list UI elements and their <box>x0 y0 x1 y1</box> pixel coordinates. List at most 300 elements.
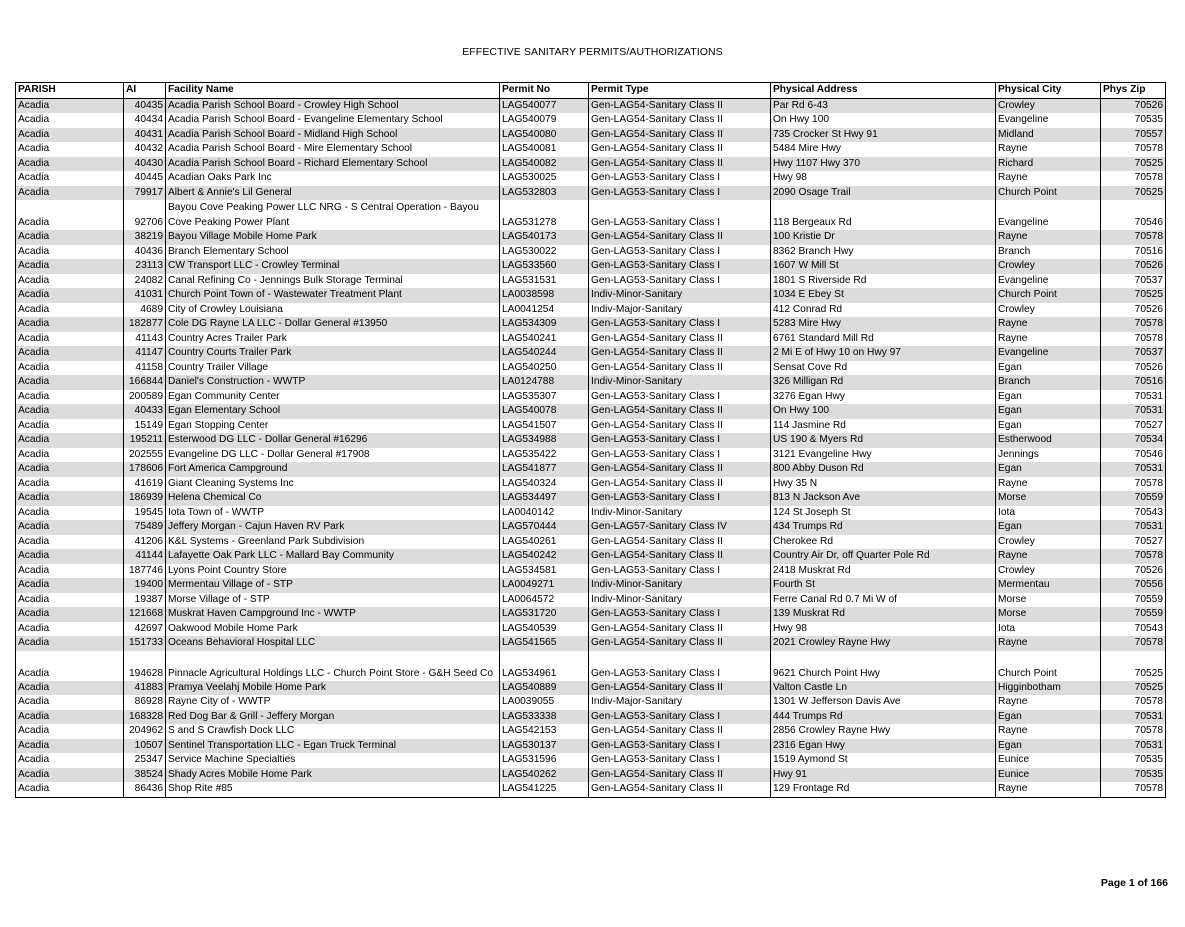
table-row <box>16 98 1166 113</box>
table-row <box>16 782 1166 797</box>
physical-city-cell: Mermentau <box>996 578 1101 593</box>
physical-address-cell: 8362 Branch Hwy <box>771 245 996 260</box>
column-header-ai: AI <box>124 83 166 99</box>
physical-address-cell: 1034 E Ebey St <box>771 288 996 303</box>
physical-address-cell: 5484 Mire Hwy <box>771 142 996 157</box>
physical-city-cell: Egan <box>996 710 1101 725</box>
permit-no-cell: LAG534309 <box>500 317 589 332</box>
physical-city-cell: Egan <box>996 404 1101 419</box>
column-header-phys-zip: Phys Zip <box>1101 83 1166 99</box>
physical-city-cell: Branch <box>996 245 1101 260</box>
permit-type-cell: Gen-LAG54-Sanitary Class II <box>589 462 771 477</box>
permit-no-cell: LAG530137 <box>500 739 589 754</box>
permit-no-cell: LAG540173 <box>500 230 589 245</box>
permit-type-cell: Gen-LAG53-Sanitary Class I <box>589 274 771 289</box>
phys-zip-cell: 70578 <box>1101 549 1166 564</box>
physical-address-cell: 444 Trumps Rd <box>771 710 996 725</box>
permit-no-cell: LAG541877 <box>500 462 589 477</box>
phys-zip-cell: 70531 <box>1101 462 1166 477</box>
physical-city-cell: Rayne <box>996 782 1101 797</box>
facility-name-cell: Country Trailer Village <box>166 361 500 376</box>
physical-address-cell: Sensat Cove Rd <box>771 361 996 376</box>
ai-cell: 41206 <box>124 535 166 550</box>
phys-zip-cell: 70578 <box>1101 477 1166 492</box>
table-row <box>16 404 1166 419</box>
facility-name-cell: City of Crowley Louisiana <box>166 303 500 318</box>
table-row <box>16 768 1166 783</box>
permit-no-cell: LAG540244 <box>500 346 589 361</box>
phys-zip-cell: 70531 <box>1101 520 1166 535</box>
parish-cell: Acadia <box>16 695 124 710</box>
parish-cell: Acadia <box>16 230 124 245</box>
table-row <box>16 535 1166 550</box>
facility-name-cell: Country Courts Trailer Park <box>166 346 500 361</box>
table-header-row <box>16 83 1166 99</box>
permit-type-cell: Gen-LAG54-Sanitary Class II <box>589 142 771 157</box>
permit-no-cell: LA0124788 <box>500 375 589 390</box>
facility-name-cell: Oakwood Mobile Home Park <box>166 622 500 637</box>
permit-type-cell: Gen-LAG53-Sanitary Class I <box>589 245 771 260</box>
parish-cell: Acadia <box>16 564 124 579</box>
physical-address-cell: 2021 Crowley Rayne Hwy <box>771 636 996 651</box>
page-number: Page 1 of 166 <box>1100 877 1168 889</box>
phys-zip-cell: 70534 <box>1101 433 1166 448</box>
permit-no-cell: LAG533338 <box>500 710 589 725</box>
table-row <box>16 245 1166 260</box>
ai-cell: 19400 <box>124 578 166 593</box>
physical-city-cell: Egan <box>996 419 1101 434</box>
parish-cell: Acadia <box>16 506 124 521</box>
permit-no-cell: LA0039055 <box>500 695 589 710</box>
table-row <box>16 681 1166 696</box>
permit-no-cell: LAG534988 <box>500 433 589 448</box>
permit-type-cell: Gen-LAG53-Sanitary Class I <box>589 390 771 405</box>
physical-city-cell: Higginbotham <box>996 681 1101 696</box>
physical-city-cell: Estherwood <box>996 433 1101 448</box>
permit-type-cell: Gen-LAG54-Sanitary Class II <box>589 230 771 245</box>
phys-zip-cell: 70535 <box>1101 768 1166 783</box>
physical-address-cell: 2 Mi E of Hwy 10 on Hwy 97 <box>771 346 996 361</box>
physical-city-cell: Rayne <box>996 230 1101 245</box>
phys-zip-cell: 70578 <box>1101 230 1166 245</box>
table-row <box>16 361 1166 376</box>
parish-cell: Acadia <box>16 171 124 186</box>
column-header-physical-address: Physical Address <box>771 83 996 99</box>
physical-address-cell: Valton Castle Ln <box>771 681 996 696</box>
permit-type-cell: Gen-LAG53-Sanitary Class I <box>589 171 771 186</box>
ai-cell: 38219 <box>124 230 166 245</box>
permit-type-cell: Indiv-Minor-Sanitary <box>589 578 771 593</box>
permit-type-cell: Gen-LAG54-Sanitary Class II <box>589 419 771 434</box>
physical-address-cell: 129 Frontage Rd <box>771 782 996 797</box>
permit-type-cell: Gen-LAG53-Sanitary Class I <box>589 491 771 506</box>
permit-type-cell: Gen-LAG54-Sanitary Class II <box>589 768 771 783</box>
physical-city-cell: Rayne <box>996 477 1101 492</box>
parish-cell: Acadia <box>16 739 124 754</box>
table-row <box>16 375 1166 390</box>
ai-cell: 178606 <box>124 462 166 477</box>
table-row <box>16 462 1166 477</box>
ai-cell: 42697 <box>124 622 166 637</box>
ai-cell: 40431 <box>124 128 166 143</box>
permit-no-cell: LAG570444 <box>500 520 589 535</box>
permit-no-cell: LAG540539 <box>500 622 589 637</box>
physical-city-cell: Egan <box>996 361 1101 376</box>
ai-cell: 40432 <box>124 142 166 157</box>
parish-cell: Acadia <box>16 651 124 681</box>
physical-city-cell: Church Point <box>996 651 1101 681</box>
facility-name-cell: Service Machine Specialties <box>166 753 500 768</box>
physical-address-cell: 2856 Crowley Rayne Hwy <box>771 724 996 739</box>
phys-zip-cell: 70543 <box>1101 622 1166 637</box>
ai-cell: 79917 <box>124 186 166 201</box>
permit-type-cell: Gen-LAG53-Sanitary Class I <box>589 710 771 725</box>
permit-type-cell: Indiv-Major-Sanitary <box>589 303 771 318</box>
table-row <box>16 520 1166 535</box>
facility-name-cell: Acadia Parish School Board - Mire Elementary School <box>166 142 500 157</box>
phys-zip-cell: 70531 <box>1101 404 1166 419</box>
permit-type-cell: Gen-LAG53-Sanitary Class I <box>589 651 771 681</box>
permit-no-cell: LA0064572 <box>500 593 589 608</box>
ai-cell: 41143 <box>124 332 166 347</box>
parish-cell: Acadia <box>16 142 124 157</box>
facility-name-cell: Daniel's Construction - WWTP <box>166 375 500 390</box>
permit-no-cell: LAG540242 <box>500 549 589 564</box>
table-row <box>16 477 1166 492</box>
table-row <box>16 651 1166 681</box>
physical-address-cell: 118 Bergeaux Rd <box>771 200 996 230</box>
table-row <box>16 157 1166 172</box>
permit-type-cell: Gen-LAG54-Sanitary Class II <box>589 724 771 739</box>
phys-zip-cell: 70527 <box>1101 535 1166 550</box>
ai-cell: 4689 <box>124 303 166 318</box>
ai-cell: 40433 <box>124 404 166 419</box>
physical-address-cell: 114 Jasmine Rd <box>771 419 996 434</box>
phys-zip-cell: 70531 <box>1101 739 1166 754</box>
physical-city-cell: Jennings <box>996 448 1101 463</box>
parish-cell: Acadia <box>16 477 124 492</box>
phys-zip-cell: 70525 <box>1101 651 1166 681</box>
physical-address-cell: 1519 Aymond St <box>771 753 996 768</box>
table-row <box>16 128 1166 143</box>
permits-table <box>15 82 1166 798</box>
facility-name-cell: Shady Acres Mobile Home Park <box>166 768 500 783</box>
table-row <box>16 564 1166 579</box>
physical-address-cell: Fourth St <box>771 578 996 593</box>
physical-city-cell: Midland <box>996 128 1101 143</box>
table-row <box>16 303 1166 318</box>
physical-city-cell: Eunice <box>996 768 1101 783</box>
table-row <box>16 506 1166 521</box>
facility-name-cell: Bayou Cove Peaking Power LLC NRG - S Central Operation - Bayou Cove Peaking Power Plant <box>166 200 500 230</box>
parish-cell: Acadia <box>16 317 124 332</box>
phys-zip-cell: 70526 <box>1101 303 1166 318</box>
permit-no-cell: LAG540082 <box>500 157 589 172</box>
permit-type-cell: Gen-LAG54-Sanitary Class II <box>589 157 771 172</box>
physical-city-cell: Rayne <box>996 636 1101 651</box>
permit-no-cell: LAG540261 <box>500 535 589 550</box>
physical-address-cell: 6761 Standard Mill Rd <box>771 332 996 347</box>
physical-city-cell: Morse <box>996 491 1101 506</box>
ai-cell: 86928 <box>124 695 166 710</box>
ai-cell: 202555 <box>124 448 166 463</box>
parish-cell: Acadia <box>16 346 124 361</box>
permit-no-cell: LAG531531 <box>500 274 589 289</box>
permit-type-cell: Gen-LAG54-Sanitary Class II <box>589 782 771 797</box>
ai-cell: 40434 <box>124 113 166 128</box>
facility-name-cell: Morse Village of - STP <box>166 593 500 608</box>
permit-no-cell: LAG530022 <box>500 245 589 260</box>
physical-city-cell: Church Point <box>996 186 1101 201</box>
parish-cell: Acadia <box>16 390 124 405</box>
permit-type-cell: Gen-LAG53-Sanitary Class I <box>589 739 771 754</box>
column-header-parish: PARISH <box>16 83 124 99</box>
table-row <box>16 186 1166 201</box>
ai-cell: 40435 <box>124 98 166 113</box>
permit-type-cell: Indiv-Minor-Sanitary <box>589 375 771 390</box>
table-row <box>16 433 1166 448</box>
physical-address-cell: US 190 & Myers Rd <box>771 433 996 448</box>
ai-cell: 38524 <box>124 768 166 783</box>
physical-city-cell: Egan <box>996 390 1101 405</box>
facility-name-cell: Red Dog Bar & Grill - Jeffery Morgan <box>166 710 500 725</box>
permit-type-cell: Gen-LAG54-Sanitary Class II <box>589 346 771 361</box>
parish-cell: Acadia <box>16 186 124 201</box>
permit-type-cell: Gen-LAG53-Sanitary Class I <box>589 433 771 448</box>
ai-cell: 92706 <box>124 200 166 230</box>
ai-cell: 200589 <box>124 390 166 405</box>
facility-name-cell: Albert & Annie's Lil General <box>166 186 500 201</box>
facility-name-cell: Egan Stopping Center <box>166 419 500 434</box>
permit-no-cell: LAG531720 <box>500 607 589 622</box>
physical-city-cell: Rayne <box>996 724 1101 739</box>
phys-zip-cell: 70556 <box>1101 578 1166 593</box>
permit-no-cell: LAG540081 <box>500 142 589 157</box>
ai-cell: 15149 <box>124 419 166 434</box>
permit-no-cell: LAG540080 <box>500 128 589 143</box>
physical-city-cell: Egan <box>996 739 1101 754</box>
facility-name-cell: Muskrat Haven Campground Inc - WWTP <box>166 607 500 622</box>
facility-name-cell: Acadia Parish School Board - Midland High School <box>166 128 500 143</box>
ai-cell: 195211 <box>124 433 166 448</box>
ai-cell: 194628 <box>124 651 166 681</box>
facility-name-cell: Jeffery Morgan - Cajun Haven RV Park <box>166 520 500 535</box>
parish-cell: Acadia <box>16 768 124 783</box>
phys-zip-cell: 70578 <box>1101 695 1166 710</box>
facility-name-cell: K&L Systems - Greenland Park Subdivision <box>166 535 500 550</box>
parish-cell: Acadia <box>16 361 124 376</box>
facility-name-cell: Branch Elementary School <box>166 245 500 260</box>
physical-city-cell: Rayne <box>996 171 1101 186</box>
permit-type-cell: Gen-LAG54-Sanitary Class II <box>589 681 771 696</box>
permit-type-cell: Gen-LAG54-Sanitary Class II <box>589 361 771 376</box>
facility-name-cell: Cole DG Rayne LA LLC - Dollar General #13950 <box>166 317 500 332</box>
permit-type-cell: Indiv-Minor-Sanitary <box>589 506 771 521</box>
physical-city-cell: Evangeline <box>996 113 1101 128</box>
permit-type-cell: Gen-LAG57-Sanitary Class IV <box>589 520 771 535</box>
permit-type-cell: Gen-LAG54-Sanitary Class II <box>589 535 771 550</box>
physical-city-cell: Rayne <box>996 332 1101 347</box>
phys-zip-cell: 70525 <box>1101 186 1166 201</box>
parish-cell: Acadia <box>16 710 124 725</box>
parish-cell: Acadia <box>16 274 124 289</box>
parish-cell: Acadia <box>16 288 124 303</box>
ai-cell: 41031 <box>124 288 166 303</box>
permit-type-cell: Gen-LAG53-Sanitary Class I <box>589 259 771 274</box>
phys-zip-cell: 70559 <box>1101 607 1166 622</box>
permit-type-cell: Gen-LAG54-Sanitary Class II <box>589 477 771 492</box>
permit-no-cell: LAG541565 <box>500 636 589 651</box>
physical-address-cell: 139 Muskrat Rd <box>771 607 996 622</box>
permit-no-cell: LAG542153 <box>500 724 589 739</box>
physical-city-cell: Church Point <box>996 288 1101 303</box>
phys-zip-cell: 70526 <box>1101 361 1166 376</box>
parish-cell: Acadia <box>16 549 124 564</box>
parish-cell: Acadia <box>16 520 124 535</box>
permit-no-cell: LAG540250 <box>500 361 589 376</box>
phys-zip-cell: 70546 <box>1101 200 1166 230</box>
permit-type-cell: Gen-LAG54-Sanitary Class II <box>589 113 771 128</box>
physical-city-cell: Rayne <box>996 549 1101 564</box>
phys-zip-cell: 70578 <box>1101 636 1166 651</box>
phys-zip-cell: 70537 <box>1101 274 1166 289</box>
phys-zip-cell: 70526 <box>1101 98 1166 113</box>
ai-cell: 40445 <box>124 171 166 186</box>
parish-cell: Acadia <box>16 636 124 651</box>
physical-city-cell: Evangeline <box>996 346 1101 361</box>
parish-cell: Acadia <box>16 681 124 696</box>
phys-zip-cell: 70559 <box>1101 593 1166 608</box>
physical-address-cell: On Hwy 100 <box>771 113 996 128</box>
parish-cell: Acadia <box>16 332 124 347</box>
ai-cell: 19545 <box>124 506 166 521</box>
physical-city-cell: Crowley <box>996 98 1101 113</box>
phys-zip-cell: 70535 <box>1101 753 1166 768</box>
ai-cell: 187746 <box>124 564 166 579</box>
facility-name-cell: Oceans Behavioral Hospital LLC <box>166 636 500 651</box>
parish-cell: Acadia <box>16 259 124 274</box>
permit-no-cell: LAG534961 <box>500 651 589 681</box>
permit-no-cell: LAG540889 <box>500 681 589 696</box>
column-header-permit-type: Permit Type <box>589 83 771 99</box>
parish-cell: Acadia <box>16 491 124 506</box>
ai-cell: 41619 <box>124 477 166 492</box>
table-row <box>16 346 1166 361</box>
permit-no-cell: LAG540077 <box>500 98 589 113</box>
physical-city-cell: Crowley <box>996 303 1101 318</box>
parish-cell: Acadia <box>16 462 124 477</box>
document-title: EFFECTIVE SANITARY PERMITS/AUTHORIZATIONS <box>462 46 723 58</box>
physical-address-cell: 2418 Muskrat Rd <box>771 564 996 579</box>
table-row <box>16 200 1166 230</box>
phys-zip-cell: 70516 <box>1101 375 1166 390</box>
parish-cell: Acadia <box>16 404 124 419</box>
parish-cell: Acadia <box>16 622 124 637</box>
table-row <box>16 549 1166 564</box>
physical-city-cell: Evangeline <box>996 274 1101 289</box>
ai-cell: 151733 <box>124 636 166 651</box>
parish-cell: Acadia <box>16 245 124 260</box>
ai-cell: 75489 <box>124 520 166 535</box>
permit-no-cell: LAG540078 <box>500 404 589 419</box>
phys-zip-cell: 70531 <box>1101 390 1166 405</box>
physical-address-cell: 2316 Egan Hwy <box>771 739 996 754</box>
parish-cell: Acadia <box>16 578 124 593</box>
facility-name-cell: Fort America Campground <box>166 462 500 477</box>
facility-name-cell: Country Acres Trailer Park <box>166 332 500 347</box>
phys-zip-cell: 70559 <box>1101 491 1166 506</box>
permit-no-cell: LAG534581 <box>500 564 589 579</box>
parish-cell: Acadia <box>16 593 124 608</box>
table-row <box>16 739 1166 754</box>
physical-address-cell: 800 Abby Duson Rd <box>771 462 996 477</box>
facility-name-cell: Shop Rite #85 <box>166 782 500 797</box>
facility-name-cell: Iota Town of - WWTP <box>166 506 500 521</box>
permit-no-cell: LAG533560 <box>500 259 589 274</box>
column-header-physical-city: Physical City <box>996 83 1101 99</box>
physical-city-cell: Evangeline <box>996 200 1101 230</box>
facility-name-cell: Bayou Village Mobile Home Park <box>166 230 500 245</box>
parish-cell: Acadia <box>16 128 124 143</box>
physical-address-cell: Hwy 98 <box>771 171 996 186</box>
phys-zip-cell: 70557 <box>1101 128 1166 143</box>
facility-name-cell: Helena Chemical Co <box>166 491 500 506</box>
ai-cell: 40436 <box>124 245 166 260</box>
table-row <box>16 578 1166 593</box>
phys-zip-cell: 70527 <box>1101 419 1166 434</box>
ai-cell: 182877 <box>124 317 166 332</box>
physical-city-cell: Morse <box>996 607 1101 622</box>
table-row <box>16 491 1166 506</box>
phys-zip-cell: 70525 <box>1101 681 1166 696</box>
table-row <box>16 724 1166 739</box>
permit-type-cell: Gen-LAG53-Sanitary Class I <box>589 317 771 332</box>
table-row <box>16 593 1166 608</box>
table-row <box>16 317 1166 332</box>
ai-cell: 204962 <box>124 724 166 739</box>
parish-cell: Acadia <box>16 724 124 739</box>
permit-type-cell: Gen-LAG54-Sanitary Class II <box>589 404 771 419</box>
table-row <box>16 448 1166 463</box>
ai-cell: 121668 <box>124 607 166 622</box>
physical-address-cell: Ferre Canal Rd 0.7 Mi W of <box>771 593 996 608</box>
physical-address-cell: Hwy 1107 Hwy 370 <box>771 157 996 172</box>
ai-cell: 23113 <box>124 259 166 274</box>
table-row <box>16 171 1166 186</box>
permit-no-cell: LA0041254 <box>500 303 589 318</box>
phys-zip-cell: 70526 <box>1101 564 1166 579</box>
parish-cell: Acadia <box>16 419 124 434</box>
table-row <box>16 753 1166 768</box>
permit-no-cell: LA0040142 <box>500 506 589 521</box>
permit-type-cell: Gen-LAG53-Sanitary Class I <box>589 564 771 579</box>
ai-cell: 186939 <box>124 491 166 506</box>
column-header-permit-no: Permit No <box>500 83 589 99</box>
table-row <box>16 390 1166 405</box>
ai-cell: 40430 <box>124 157 166 172</box>
phys-zip-cell: 70525 <box>1101 288 1166 303</box>
physical-city-cell: Rayne <box>996 695 1101 710</box>
table-body <box>16 98 1166 797</box>
physical-city-cell: Crowley <box>996 564 1101 579</box>
physical-address-cell: 1301 W Jefferson Davis Ave <box>771 695 996 710</box>
permit-type-cell: Gen-LAG53-Sanitary Class I <box>589 607 771 622</box>
facility-name-cell: Acadian Oaks Park Inc <box>166 171 500 186</box>
table-row <box>16 695 1166 710</box>
table-row <box>16 607 1166 622</box>
physical-city-cell: Egan <box>996 462 1101 477</box>
physical-city-cell: Crowley <box>996 259 1101 274</box>
